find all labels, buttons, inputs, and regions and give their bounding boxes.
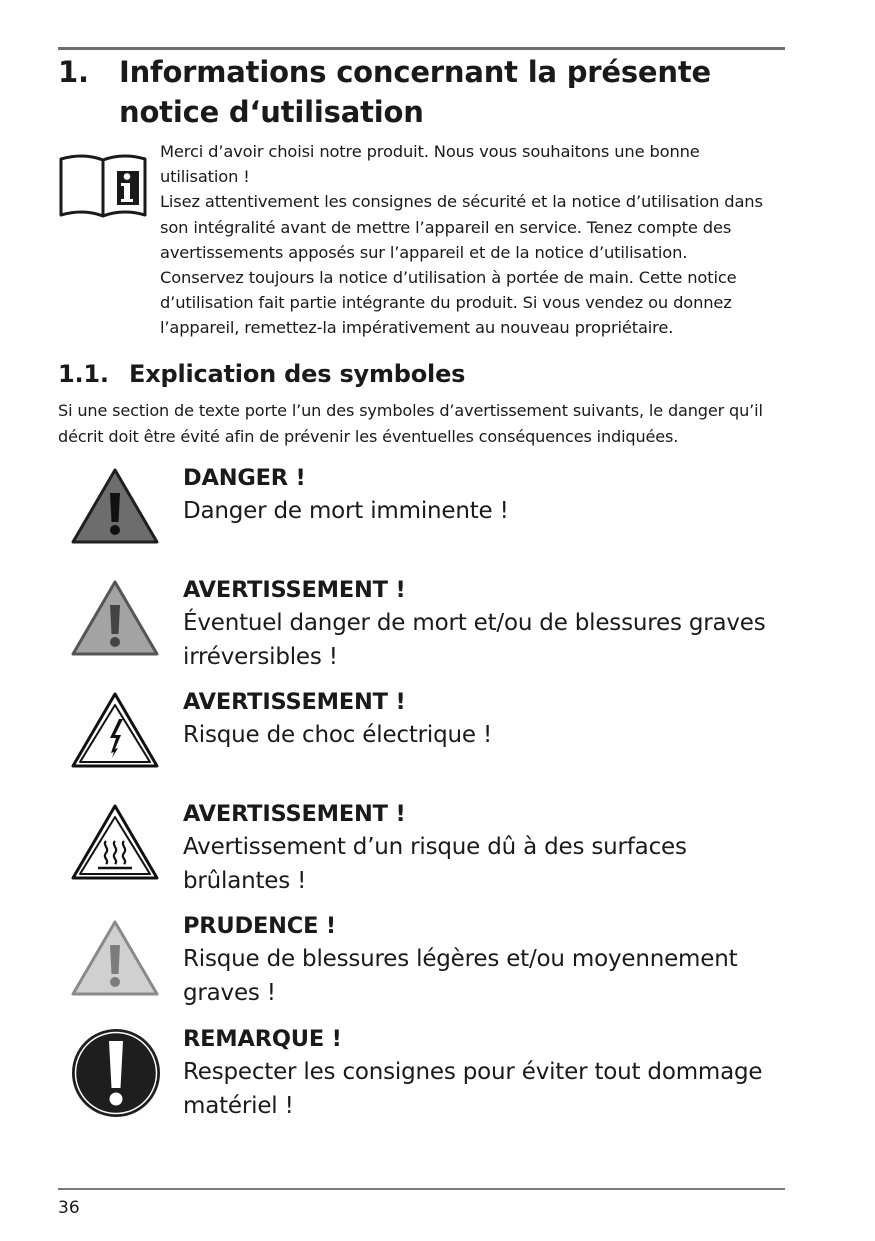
subsection-number: 1.1. xyxy=(58,360,109,388)
symbol-description: Avertissement d’un risque dû à des surfaces brûlantes ! xyxy=(183,834,687,894)
subsection-heading xyxy=(58,357,465,391)
intro-text xyxy=(160,139,782,341)
symbol-title: DANGER ! xyxy=(183,465,306,491)
symbol-entry xyxy=(183,798,783,898)
warning-triangle-icon xyxy=(70,579,160,657)
top-rule xyxy=(58,47,785,50)
notice-circle-icon xyxy=(70,1027,162,1119)
symbol-title: REMARQUE ! xyxy=(183,1026,342,1052)
symbol-entry xyxy=(183,686,783,753)
symbol-description: Risque de blessures légères et/ou moyennement graves ! xyxy=(183,946,738,1006)
symbol-title: AVERTISSEMENT ! xyxy=(183,801,406,827)
bottom-rule xyxy=(58,1188,785,1190)
symbol-entry xyxy=(183,1023,783,1123)
intro-paragraph: Lisez attentivement les consignes de sécurité et la notice d’utilisation dans son intégralité avant de mettre l’appareil en service. Tenez compte des avertissements apposés sur l’appareil et de la notice d’utilisation. xyxy=(160,192,763,262)
intro-paragraph: Conservez toujours la notice d’utilisation à portée de main. Cette notice d’utilisation fait partie intégrante du produit. Si vous vendez ou donnez l’appareil, remettez-la impérativement au nouveau propriétaire. xyxy=(160,268,737,338)
hot-surface-icon xyxy=(70,803,160,881)
symbol-description: Danger de mort imminente ! xyxy=(183,498,509,524)
info-book-icon xyxy=(59,154,147,220)
symbol-description: Respecter les consignes pour éviter tout dommage matériel ! xyxy=(183,1059,763,1119)
symbol-title: PRUDENCE ! xyxy=(183,913,336,939)
section-title: Informations concernant la présente notice d‘utilisation xyxy=(119,55,711,129)
section-heading xyxy=(58,52,798,132)
caution-triangle-icon xyxy=(70,919,160,997)
page-number: 36 xyxy=(58,1198,80,1218)
danger-triangle-icon xyxy=(70,467,160,545)
symbol-title: AVERTISSEMENT ! xyxy=(183,689,406,715)
symbols-intro: Si une section de texte porte l’un des symboles d’avertissement suivants, le danger qu’il décrit doit être évité afin de prévenir les éventuelles conséquences indiquées. xyxy=(58,401,763,446)
section-number: 1. xyxy=(58,55,89,89)
symbol-entry xyxy=(183,910,783,1010)
symbol-description: Risque de choc électrique ! xyxy=(183,722,492,748)
symbol-entry xyxy=(183,574,783,674)
intro-paragraph: Merci d’avoir choisi notre produit. Nous vous souhaitons une bonne utilisation ! xyxy=(160,142,700,187)
symbol-title: AVERTISSEMENT ! xyxy=(183,577,406,603)
symbol-description: Éventuel danger de mort et/ou de blessures graves irréversibles ! xyxy=(183,610,766,670)
symbol-entry xyxy=(183,462,783,529)
subsection-title: Explication des symboles xyxy=(129,360,466,388)
electric-shock-icon xyxy=(70,691,160,769)
